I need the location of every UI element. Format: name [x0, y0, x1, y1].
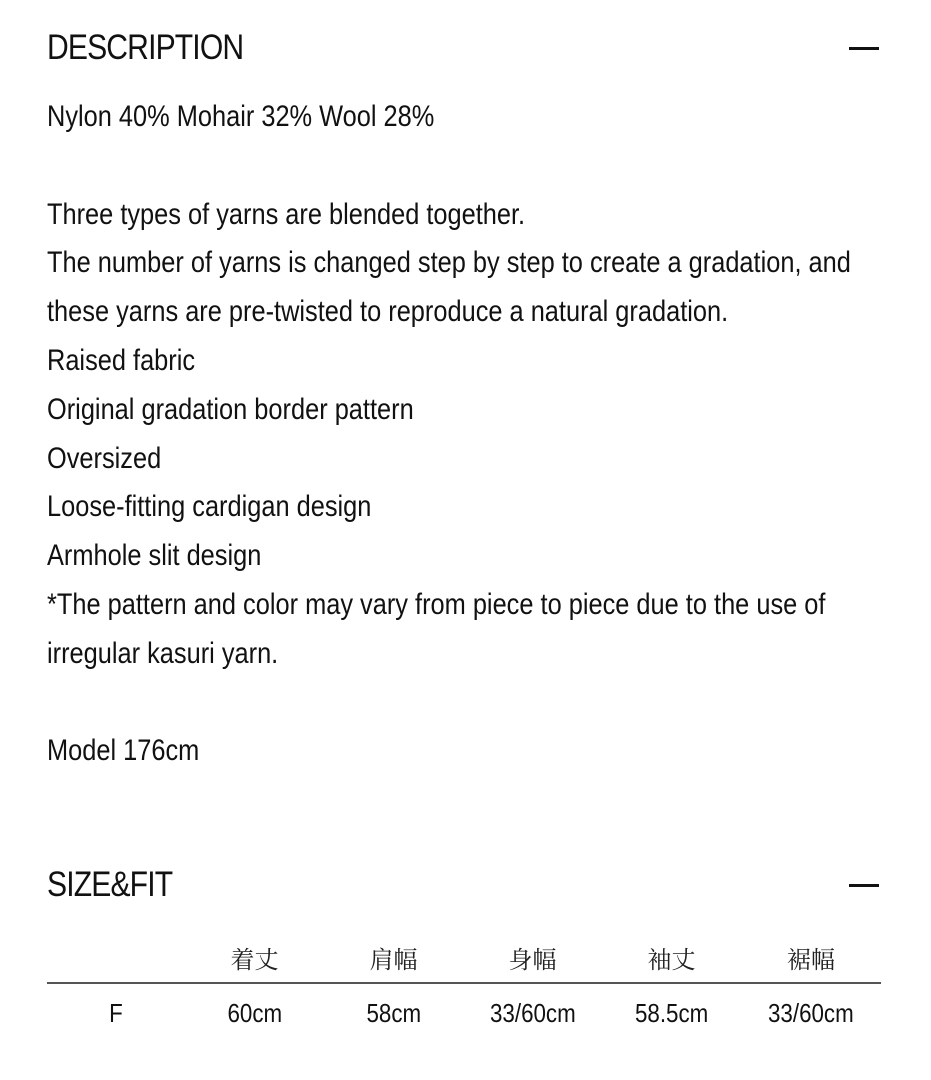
size-fit-header[interactable]: [47, 862, 879, 908]
description-line: *The pattern and color may vary from piece to piece due to the use of: [47, 587, 826, 621]
description-line: Nylon 40% Mohair 32% Wool 28%: [47, 100, 435, 133]
table-header-cell: 肩幅: [369, 945, 418, 974]
table-cell: [47, 998, 185, 1029]
description-line: Original gradation border pattern: [47, 392, 414, 426]
description-line: irregular kasuri yarn.: [47, 636, 279, 670]
description-line: [47, 679, 890, 728]
cell-value: 58cm: [366, 997, 421, 1028]
minus-icon[interactable]: [849, 47, 879, 50]
cell-value: 60cm: [227, 997, 282, 1028]
description-line: Armhole slit design: [47, 539, 262, 573]
table-cell: [463, 998, 602, 1029]
table-header-cell: 着丈: [230, 945, 279, 974]
description-title: DESCRIPTION: [47, 28, 244, 67]
table-header-cell: 裾幅: [787, 945, 835, 974]
description-line: Oversized: [47, 441, 162, 475]
description-line: [47, 142, 890, 191]
size-table: [47, 932, 881, 1042]
table-cell: [602, 998, 741, 1029]
description-line: Raised fabric: [47, 343, 196, 377]
description-line: these yarns are pre-twisted to reproduce a natural gradation.: [47, 295, 729, 329]
description-line: Model 176cm: [47, 734, 200, 768]
table-row: [47, 984, 881, 1042]
table-cell: [185, 998, 324, 1029]
description-line: Three types of yarns are blended together.: [47, 197, 526, 231]
description-header[interactable]: [47, 25, 879, 71]
size-label: F: [109, 997, 123, 1028]
table-cell: [741, 998, 881, 1029]
table-header-cell: 身幅: [508, 945, 557, 974]
size-fit-title: SIZE&FIT: [47, 865, 173, 904]
description-line: The number of yarns is changed step by step to create a gradation, and: [47, 246, 851, 280]
cell-value: 58.5cm: [634, 997, 709, 1028]
cell-value: 33/60cm: [768, 997, 854, 1028]
minus-icon[interactable]: [849, 884, 879, 887]
size-table-header: [47, 932, 881, 984]
table-cell: [324, 998, 463, 1029]
cell-value: 33/60cm: [489, 997, 576, 1028]
description-line: Loose-fitting cardigan design: [47, 490, 372, 524]
table-header-cell: 袖丈: [647, 945, 696, 974]
description-body: [47, 93, 890, 776]
